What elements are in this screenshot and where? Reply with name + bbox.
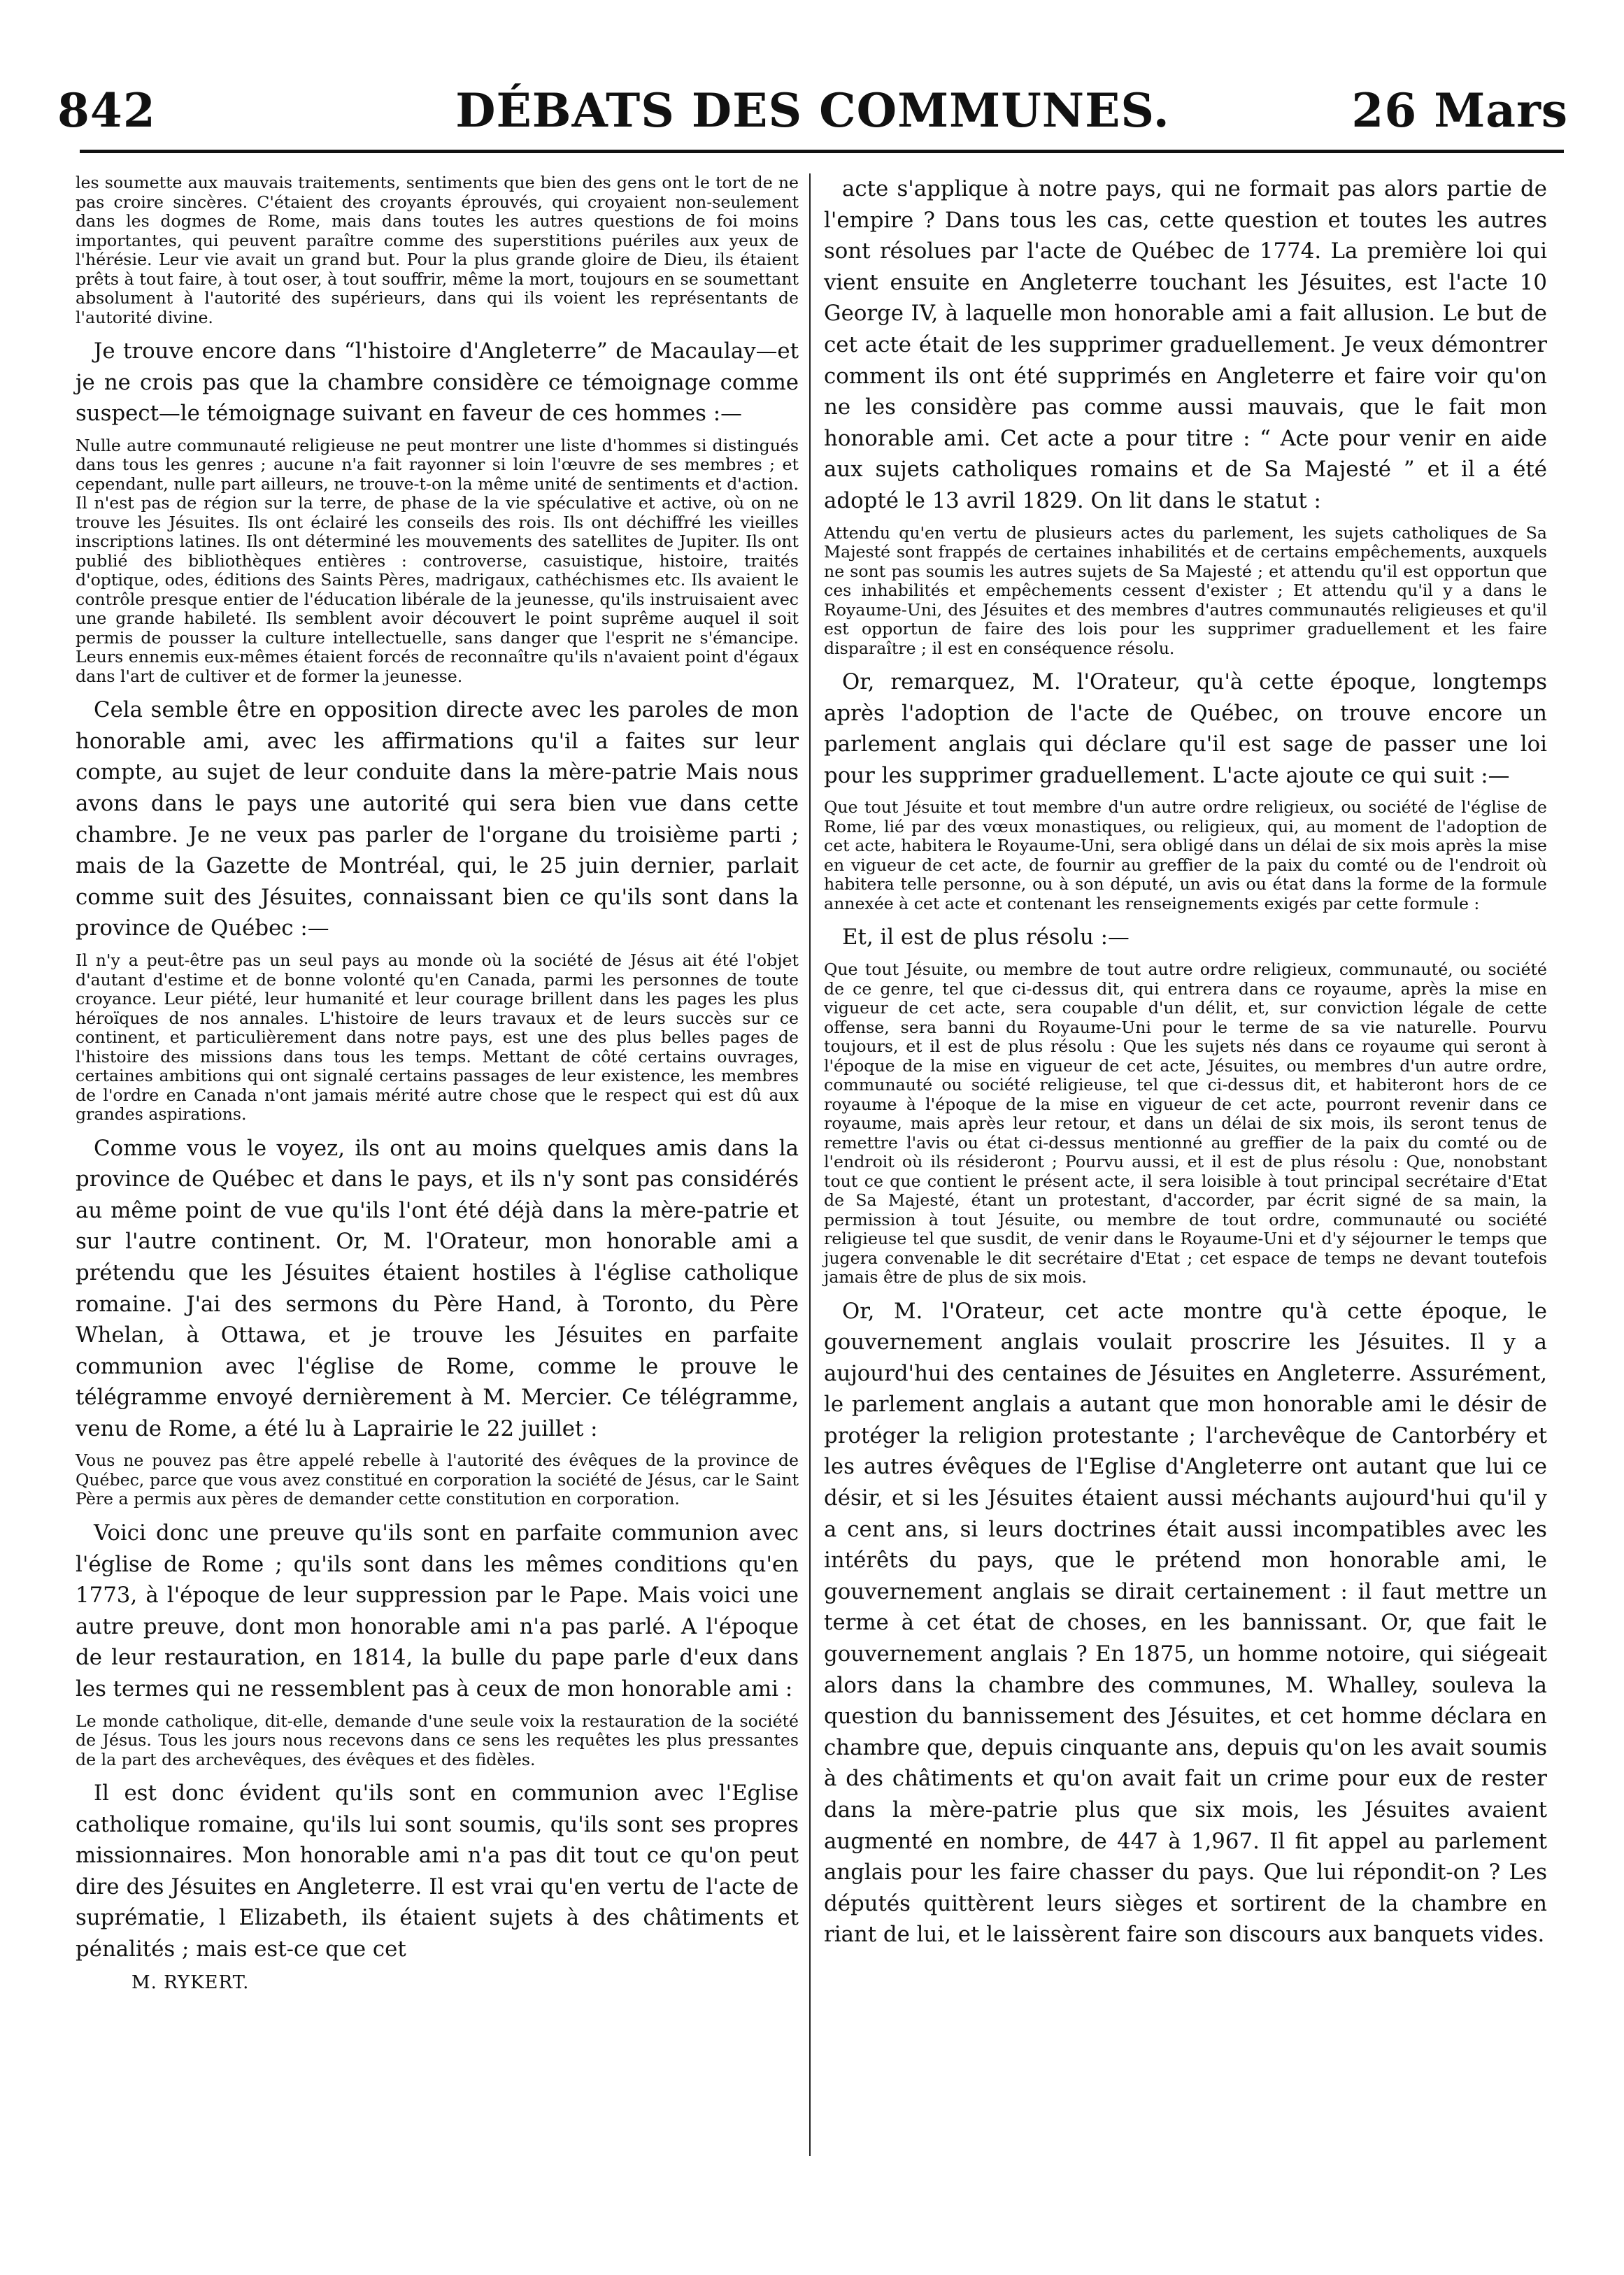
text-paragraph: Or, remarquez, M. l'Orateur, qu'à cette époque, longtemps après l'adoption de l'acte de Québec, on trouve encore un parlement anglais qui déclare qu'il est sage de passer une loi pour les supprimer graduellement. L'acte ajoute ce qui suit :—: [824, 669, 1547, 788]
column-separator: [809, 173, 811, 2156]
text-paragraph: Je trouve encore dans “l'histoire d'Angleterre” de Macaulay—et je ne crois pas que la chambre considère ce témoignage comme suspect—le témoignage suivant en faveur de ces hommes :—: [76, 338, 799, 427]
quote-paragraph: Vous ne pouvez pas être appelé rebelle à l'autorité des évêques de la province de Québec, parce que vous avez constitué en corporation la société de Jésus, car le Saint Père a permis aux pères de demander cette constitution en corporation.: [76, 1450, 799, 1509]
page-number: 842: [57, 83, 156, 138]
page-header: [57, 83, 1568, 138]
quote-paragraph: Attendu qu'en vertu de plusieurs actes du parlement, les sujets catholiques de Sa Majesté sont frappés de certaines inhabilités et de certains empêchements, auxquels ne sont pas soumis les autres sujets de Sa Majesté ; et attendu qu'il est opportun que ces inhabilités et empêchements cessent d'exister ; Et attendu qu'il y a dans le Royaume-Uni, des Jésuites et des membres d'autres communautés religieuses et qu'il est opportun de faire des lois pour les supprimer graduellement et les faire disparaître ; il est en conséquence résolu.: [824, 522, 1547, 658]
quote-paragraph: Le monde catholique, dit-elle, demande d'une seule voix la restauration de la société de Jésus. Tous les jours nous recevons dans ce sens les requêtes les plus pressantes de la part des archevêques, des évêques et des fidèles.: [76, 1711, 799, 1769]
text-paragraph: Cela semble être en opposition directe avec les paroles de mon honorable ami, avec les affirmations qu'il a faites sur leur compte, au sujet de leur conduite dans la mère-patrie Mais nous avons dans le pays une autorité qui sera bien vue dans cette chambre. Je ne veux pas parler de l'organe du troisième parti ; mais de la Gazette de Montréal, qui, le 25 juin dernier, parlait comme suit des Jésuites, connaissant bien ce qu'ils sont dans la province de Québec :—: [76, 697, 799, 941]
text-paragraph: Or, M. l'Orateur, cet acte montre qu'à cette époque, le gouvernement anglais voulait proscrire les Jésuites. Il y a aujourd'hui des centaines de Jésuites en Angleterre. Assurément, le parlement anglais a autant que mon honorable ami le désir de protéger la religion protestante ; l'archevêque de Cantorbéry et les autres évêques de l'Eglise d'Angleterre ont autant que lui ce désir, et si les Jésuites étaient aussi méchants aujourd'hui qu'il y a cent ans, si leurs doctrines était aussi incompatibles avec les intérêts du pays, que le prétend mon honorable ami, le gouvernement anglais se dirait certainement : il faut mettre un terme à cet état de choses, en les bannissant. Or, que fait le gouvernement anglais ? En 1875, un homme notoire, qui siégeait alors dans la chambre des communes, M. Whalley, souleva la question du bannissement des Jésuites, et cet homme déclara en chambre que, depuis cinquante ans, depuis qu'on les avait soumis à des châtiments et qu'on avait fait un crime pour eux de rester dans la mère-patrie plus que six mois, les Jésuites avaient augmenté en nombre, de 447 à 1,967. Il fit appel au parlement anglais pour les faire chasser du pays. Que lui répondit-on ? Les députés quittèrent leurs sièges et sortirent de la chambre en riant de lui, et le laissèrent faire son discours aux banquets vides.: [824, 1298, 1547, 1948]
text-paragraph: Comme vous le voyez, ils ont au moins quelques amis dans la province de Québec et dans le pays, et ils n'y sont pas considérés au même point de vue qu'ils l'ont été déjà dans la mère-patrie et sur l'autre continent. Or, M. l'Orateur, mon honorable ami a prétendu que les Jésuites étaient hostiles à l'église catholique romaine. J'ai des sermons du Père Hand, à Toronto, du Père Whelan, à Ottawa, et je trouve les Jésuites en parfaite communion avec l'église de Rome, comme le prouve le télégramme envoyé dernièrement à M. Mercier. Ce télégramme, venu de Rome, a été lu à Laprairie le 22 juillet :: [76, 1135, 799, 1441]
quote-paragraph: Que tout Jésuite, ou membre de tout autre ordre religieux, communauté, ou société de ce genre, tel que ci-dessus dit, qui entrera dans ce royaume, après la mise en vigueur de cet acte, sera coupable d'un délit, et, sur conviction légale de cette offense, sera banni du Royaume-Uni pour le terme de sa vie naturelle. Pourvu toujours, et il est de plus résolu : Que les sujets nés dans ce royaume qui seront à l'époque de la mise en vigueur de cet acte, Jésuites, ou membres d'un autre ordre, communauté ou société religieuse, tel que ci-dessus dit, et habiteront hors de ce royaume à l'époque de la mise en vigueur de cet acte, pourront revenir dans ce royaume, mais après leur retour, et dans un délai de six mois, ils seront tenus de remettre l'avis ou état ci-dessus mentionné au greffier de la paix du comté ou de l'endroit où ils résideront ; Pourvu aussi, et il est de plus résolu : Que, nonobstant tout ce que contient le présent acte, il sera loisible à tout principal secrétaire d'Etat de Sa Majesté, étant un protestant, d'accorder, par écrit signé de sa main, la permission à tout Jésuite, ou membre de tout ordre, communauté ou société religieuse tel que susdit, de venir dans le Royaume-Uni et d'y séjourner le temps que jugera convenable le dit secrétaire d'Etat ; cet espace de temps ne devant toutefois jamais être de plus de six mois.: [824, 960, 1547, 1287]
text-paragraph: Il est donc évident qu'ils sont en communion avec l'Eglise catholique romaine, qu'ils lui sont soumis, qu'ils sont ses propres missionnaires. Mon honorable ami n'a pas dit tout ce qu'on peut dire des Jésuites en Angleterre. Il est vrai qu'en vertu de l'acte de suprématie, l Elizabeth, ils étaient sujets à des châtiments et pénalités ; mais est-ce que cet: [76, 1781, 799, 1962]
text-paragraph: Voici donc une preuve qu'ils sont en parfaite communion avec l'église de Rome ; qu'ils sont dans les mêmes conditions qu'en 1773, à l'époque de leur suppression par le Pape. Mais voici une autre preuve, dont mon honorable ami n'a pas parlé. A l'époque de leur restauration, en 1814, la bulle du pape parle d'eux dans les termes qui ne ressemblent pas à ceux de mon honorable ami :: [76, 1520, 799, 1702]
left-column: [76, 173, 799, 1993]
right-column: [824, 173, 1547, 1957]
header-rule: [80, 150, 1564, 153]
page-title: DÉBATS DES COMMUNES.: [455, 83, 1170, 138]
quote-paragraph: Que tout Jésuite et tout membre d'un autre ordre religieux, ou société de l'église de Rome, lié par des vœux monastiques, ou religieux, qui, au moment de l'adoption de cet acte, habitera le Royaume-Uni, sera obligé dans un délai de six mois après la mise en vigueur de cet acte, de fournir au greffier de la paix du comté ou de l'endroit où habitera telle personne, ou à son député, un avis ou état dans la forme de la formule annexée à cet acte et contenant les renseignements exigés par cette formule :: [824, 797, 1547, 913]
text-paragraph: Et, il est de plus résolu :—: [842, 925, 1130, 950]
quote-paragraph: Il n'y a peut-être pas un seul pays au monde où la société de Jésus ait été l'objet d'autant d'estime et de bonne volonté qu'en Canada, parmi les personnes de toute croyance. Leur piété, leur humanité et leur courage brillent dans les pages les plus héroïques de nos annales. L'histoire de leurs travaux et de leurs succès sur ce continent, et particulièrement dans notre pays, est une des plus belles pages de l'histoire des missions dans tous les temps. Mettant de côté certains ouvrages, certaines ambitions qui ont signalé certains passages de leur existence, les membres de l'ordre en Canada n'ont jamais mérité autre chose que le respect qui est dû aux grandes aspirations.: [76, 950, 799, 1125]
speaker-signature: M. RYKERT.: [131, 1971, 250, 1993]
text-paragraph: acte s'applique à notre pays, qui ne formait pas alors partie de l'empire ? Dans tous les cas, cette question et toutes les autres sont résolues par l'acte de Québec de 1774. La première loi qui vient ensuite en Angleterre touchant les Jésuites, est l'acte 10 George IV, à laquelle mon honorable ami a fait allusion. Le but de cet acte était de les supprimer graduellement. Je veux démontrer comment ils ont été supprimés en Angleterre et faire voir qu'on ne les considère pas comme aussi mauvais, que le fait mon honorable ami. Cet acte a pour titre : “ Acte pour venir en aide aux sujets catholiques romains et de Sa Majesté ” et il a été adopté le 13 avril 1829. On lit dans le statut :: [824, 176, 1547, 513]
page-date: 26 Mars: [1351, 83, 1568, 138]
quote-paragraph: Nulle autre communauté religieuse ne peut montrer une liste d'hommes si distingués dans tous les genres ; aucune n'a fait rayonner si loin l'œuvre de ses membres ; et cependant, nulle part ailleurs, ne trouve-t-on la même unité de sentiments et d'action. Il n'est pas de région sur la terre, de phase de la vie spéculative et active, où on ne trouve les Jésuites. Ils ont éclairé les conseils des rois. Ils ont déchiffré les vieilles inscriptions latines. Ils ont déterminé les mouvements des satellites de Jupiter. Ils ont publié des bibliothèques entières : controverse, casuistique, histoire, traités d'optique, odes, éditions des Saints Pères, madrigaux, cathéchismes etc. Ils avaient le contrôle presque entier de l'éducation libérale de la jeunesse, qu'ils instruisaient avec une grande habileté. Ils semblent avoir découvert le point suprême auquel il soit permis de pousser la culture intellectuelle, sans danger que l'esprit ne s'émancipe. Leurs ennemis eux-mêmes étaient forcés de reconnaître qu'ils n'avaient point d'égaux dans l'art de cultiver et de former la jeunesse.: [76, 435, 799, 686]
quote-paragraph: les soumette aux mauvais traitements, sentiments que bien des gens ont le tort de ne pas croire sincères. C'étaient des croyants éprouvés, qui croyaient non-seulement dans les dogmes de Rome, mais dans toutes les autres questions de foi moins importantes, qui peuvent paraître comme des superstitions puériles aux yeux de l'hérésie. Leur vie avait un grand but. Pour la plus grande gloire de Dieu, ils étaient prêts à tout faire, à tout oser, à tout souffrir, même la mort, toujours en se soumettant absolument à l'autorité des supérieurs, dans qui ils voient les représentants de l'autorité divine.: [76, 173, 799, 327]
